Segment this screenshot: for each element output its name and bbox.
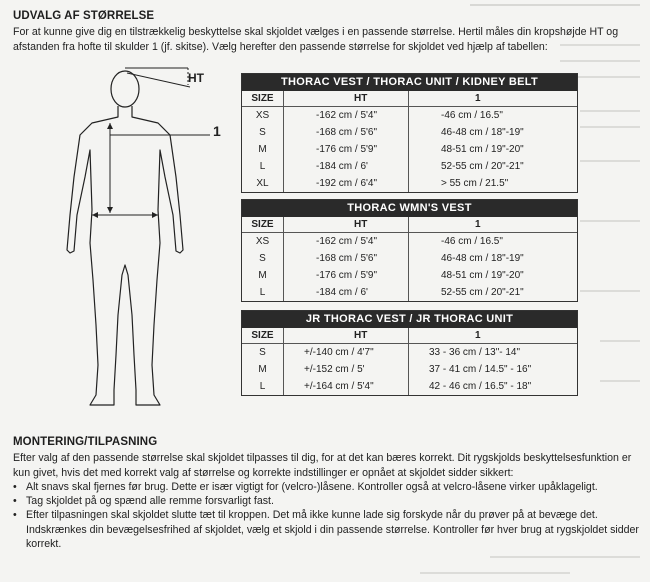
- cell-size: L: [242, 158, 284, 175]
- cell-1: 42 - 46 cm / 16.5" - 18": [429, 381, 532, 392]
- cell-1: 52-55 cm / 20"-21": [441, 287, 524, 298]
- table-row: [242, 284, 577, 301]
- size-table-thorac-wmns-vest: [241, 199, 578, 302]
- cell-size: S: [242, 250, 284, 267]
- cell-ht: -192 cm / 6'4": [284, 175, 409, 192]
- table-row: [242, 175, 577, 192]
- cell-1: 48-51 cm / 19"-20": [441, 270, 524, 281]
- cell-size: L: [242, 284, 284, 301]
- table-row: [242, 250, 577, 267]
- cell-1: 46-48 cm / 18"-19": [441, 253, 524, 264]
- cell-1: -46 cm / 16.5": [441, 236, 503, 247]
- header-ht: HT: [284, 328, 409, 343]
- header-ht: HT: [284, 217, 409, 232]
- fitting-heading: MONTERING/TILPASNING: [13, 436, 158, 448]
- cell-size: M: [242, 267, 284, 284]
- size-table-jr-thorac: [241, 310, 578, 396]
- table-row: [242, 158, 577, 175]
- cell-1: 46-48 cm / 18"-19": [441, 127, 524, 138]
- table-row: [242, 233, 577, 250]
- table-title: THORAC WMN'S VEST: [242, 200, 577, 217]
- table-row: [242, 378, 577, 395]
- table-header-row: [242, 217, 577, 233]
- table-row: [242, 124, 577, 141]
- ht-label: HT: [188, 71, 204, 85]
- cell-1: 37 - 41 cm / 14.5" - 16": [429, 364, 532, 375]
- cell-size: XS: [242, 233, 284, 250]
- measure-1-label: 1: [213, 123, 221, 139]
- header-1: 1: [475, 93, 481, 104]
- cell-size: S: [242, 124, 284, 141]
- fitting-text: Efter valg af den passende størrelse skal skjoldet tilpasses til dig, for at det kan bæres korrekt. Dit rygskjolds beskyttelsesfunktion er kun givet, hvis det med korrekt valg af størrelse og korrekte indstillinger er opnået at skjoldet sidder sikkert:: [13, 452, 632, 479]
- header-size: SIZE: [242, 328, 284, 343]
- header-1: 1: [475, 330, 481, 341]
- cell-size: M: [242, 141, 284, 158]
- cell-size: S: [242, 344, 284, 361]
- size-table-thorac-vest: [241, 73, 578, 193]
- cell-1: > 55 cm / 21.5": [441, 178, 509, 189]
- size-selection-text: For at kunne give dig en tilstrækkelig beskyttelse skal skjoldet vælges i en passende størrelse. Hertil måles din kropshøjde HT og afstanden fra hofte til skulder 1 (jf. skitse). Vælg herefter den passende størrelse for skjoldet ved hjælp af tabellen:: [13, 26, 619, 53]
- cell-1: 52-55 cm / 20"-21": [441, 161, 524, 172]
- cell-size: XL: [242, 175, 284, 192]
- cell-size: L: [242, 378, 284, 395]
- cell-ht: -168 cm / 5'6": [284, 250, 409, 267]
- bullet-text: Tag skjoldet på og spænd alle remme forsvarligt fast.: [26, 495, 274, 507]
- cell-ht: -184 cm / 6': [284, 158, 409, 175]
- cell-1: 33 - 36 cm / 13"- 14": [429, 347, 521, 358]
- cell-ht: -168 cm / 5'6": [284, 124, 409, 141]
- table-header-row: [242, 91, 577, 107]
- body-measurement-figure: [30, 65, 270, 420]
- bullet-text: Alt snavs skal fjernes før brug. Dette er især vigtigt for (velcro-)låsene. Kontroller også at velcro-låsene virker upåklageligt.: [26, 481, 598, 493]
- cell-ht: -184 cm / 6': [284, 284, 409, 301]
- cell-ht: -162 cm / 5'4": [284, 107, 409, 124]
- cell-ht: -162 cm / 5'4": [284, 233, 409, 250]
- cell-1: 48-51 cm / 19"-20": [441, 144, 524, 155]
- cell-1: -46 cm / 16.5": [441, 110, 503, 121]
- header-ht: HT: [284, 91, 409, 106]
- table-row: [242, 361, 577, 378]
- body-outline-icon: [30, 65, 270, 420]
- cell-size: M: [242, 361, 284, 378]
- table-title: JR THORAC VEST / JR THORAC UNIT: [242, 311, 577, 328]
- table-row: [242, 267, 577, 284]
- cell-ht: -176 cm / 5'9": [284, 267, 409, 284]
- header-size: SIZE: [242, 91, 284, 106]
- table-row: [242, 344, 577, 361]
- table-row: [242, 107, 577, 124]
- table-row: [242, 141, 577, 158]
- cell-ht: +/-152 cm / 5': [284, 361, 409, 378]
- header-size: SIZE: [242, 217, 284, 232]
- table-header-row: [242, 328, 577, 344]
- size-selection-heading: UDVALG AF STØRRELSE: [13, 10, 155, 22]
- table-title: THORAC VEST / THORAC UNIT / KIDNEY BELT: [242, 74, 577, 91]
- cell-ht: -176 cm / 5'9": [284, 141, 409, 158]
- header-1: 1: [475, 219, 481, 230]
- bullet-text: Efter tilpasningen skal skjoldet slutte tæt til kroppen. Det må ikke kunne lade sig forskyde når du prøver på at bevæge det. Indskrænkes din bevægelsesfrihed af skjoldet, vælg et skjold i din passende størrelse. Kontroller før hver brug at rygskjoldet sidder korrekt.: [26, 509, 639, 550]
- cell-ht: +/-164 cm / 5'4": [284, 378, 409, 395]
- cell-size: XS: [242, 107, 284, 124]
- cell-ht: +/-140 cm / 4'7": [284, 344, 409, 361]
